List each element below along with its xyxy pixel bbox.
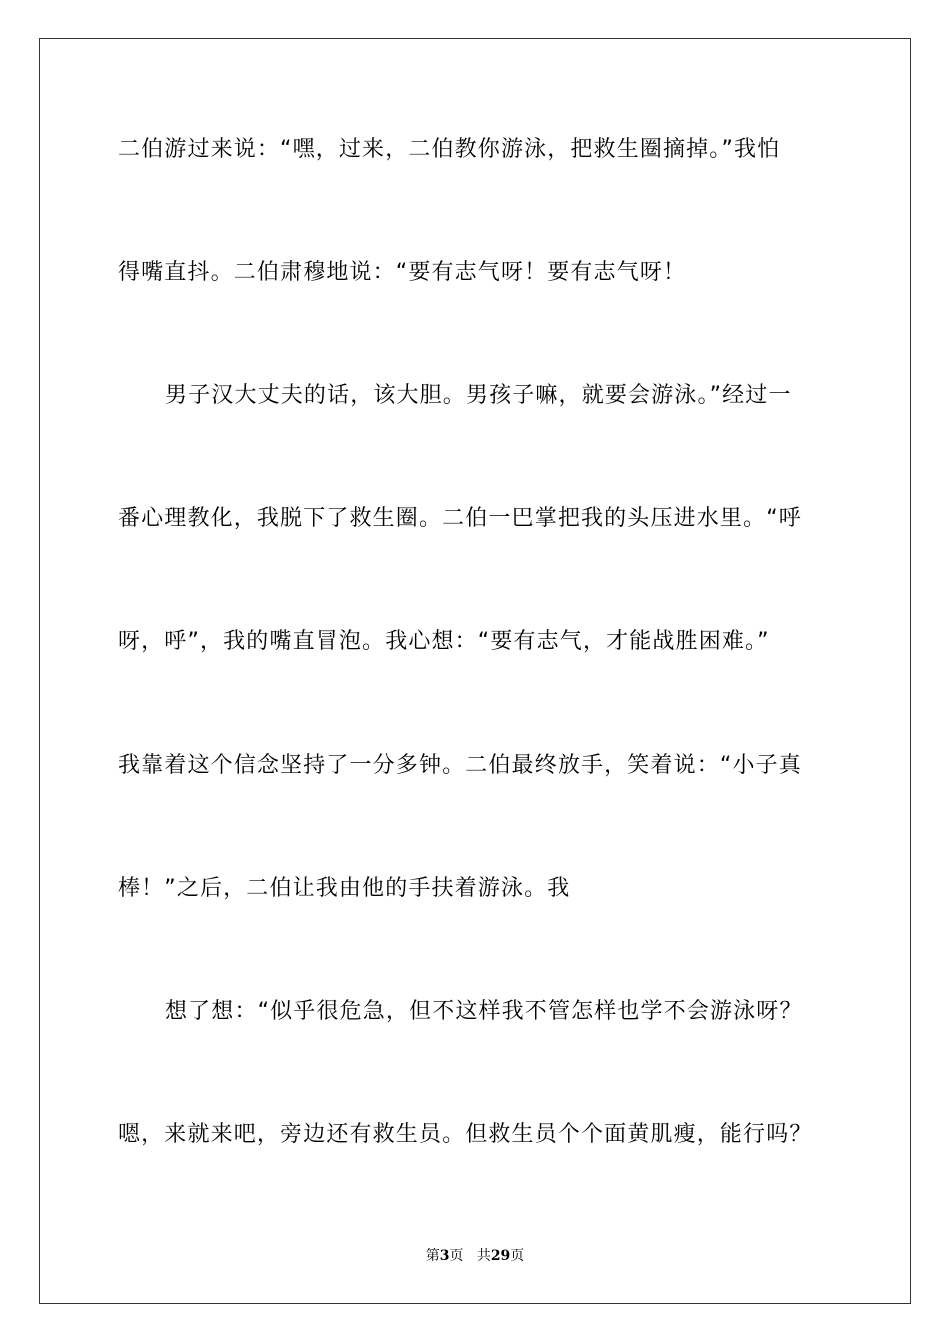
body-line-8: 想了想：“似乎很危急，但不这样我不管怎样也学不会游泳呀？ xyxy=(165,999,803,1024)
footer-total-suffix: 页 xyxy=(510,1248,525,1264)
body-line-7: 棒！”之后，二伯让我由他的手扶着游泳。我 xyxy=(118,876,571,901)
body-line-6: 我靠着这个信念坚持了一分多钟。二伯最终放手，笑着说：“小子真 xyxy=(118,753,802,778)
body-line-2: 得嘴直抖。二伯肃穆地说：“要有志气呀！要有志气呀！ xyxy=(118,260,687,285)
footer-total-prefix: 共 xyxy=(476,1248,491,1264)
body-line-5: 呀，呼”，我的嘴直冒泡。我心想：“要有志气，才能战胜困难。” xyxy=(118,629,770,654)
footer-page-number: 3 xyxy=(439,1248,450,1264)
footer-page-suffix: 页 xyxy=(449,1248,464,1264)
page-border xyxy=(39,38,911,1304)
page-footer xyxy=(0,1246,950,1266)
body-line-3: 男子汉大丈夫的话，该大胆。男孩子嘛，就要会游泳。”经过一 xyxy=(165,383,792,408)
footer-prefix: 第 xyxy=(425,1248,440,1264)
footer-total-pages: 29 xyxy=(490,1248,511,1264)
body-line-4: 番心理教化，我脱下了救生圈。二伯一巴掌把我的头压进水里。“呼 xyxy=(118,506,802,531)
body-line-1: 二伯游过来说：“嘿，过来，二伯教你游泳，把救生圈摘掉。”我怕 xyxy=(118,137,781,162)
body-line-9: 嗯，来就来吧，旁边还有救生员。但救生员个个面黄肌瘦，能行吗？ xyxy=(118,1122,813,1147)
